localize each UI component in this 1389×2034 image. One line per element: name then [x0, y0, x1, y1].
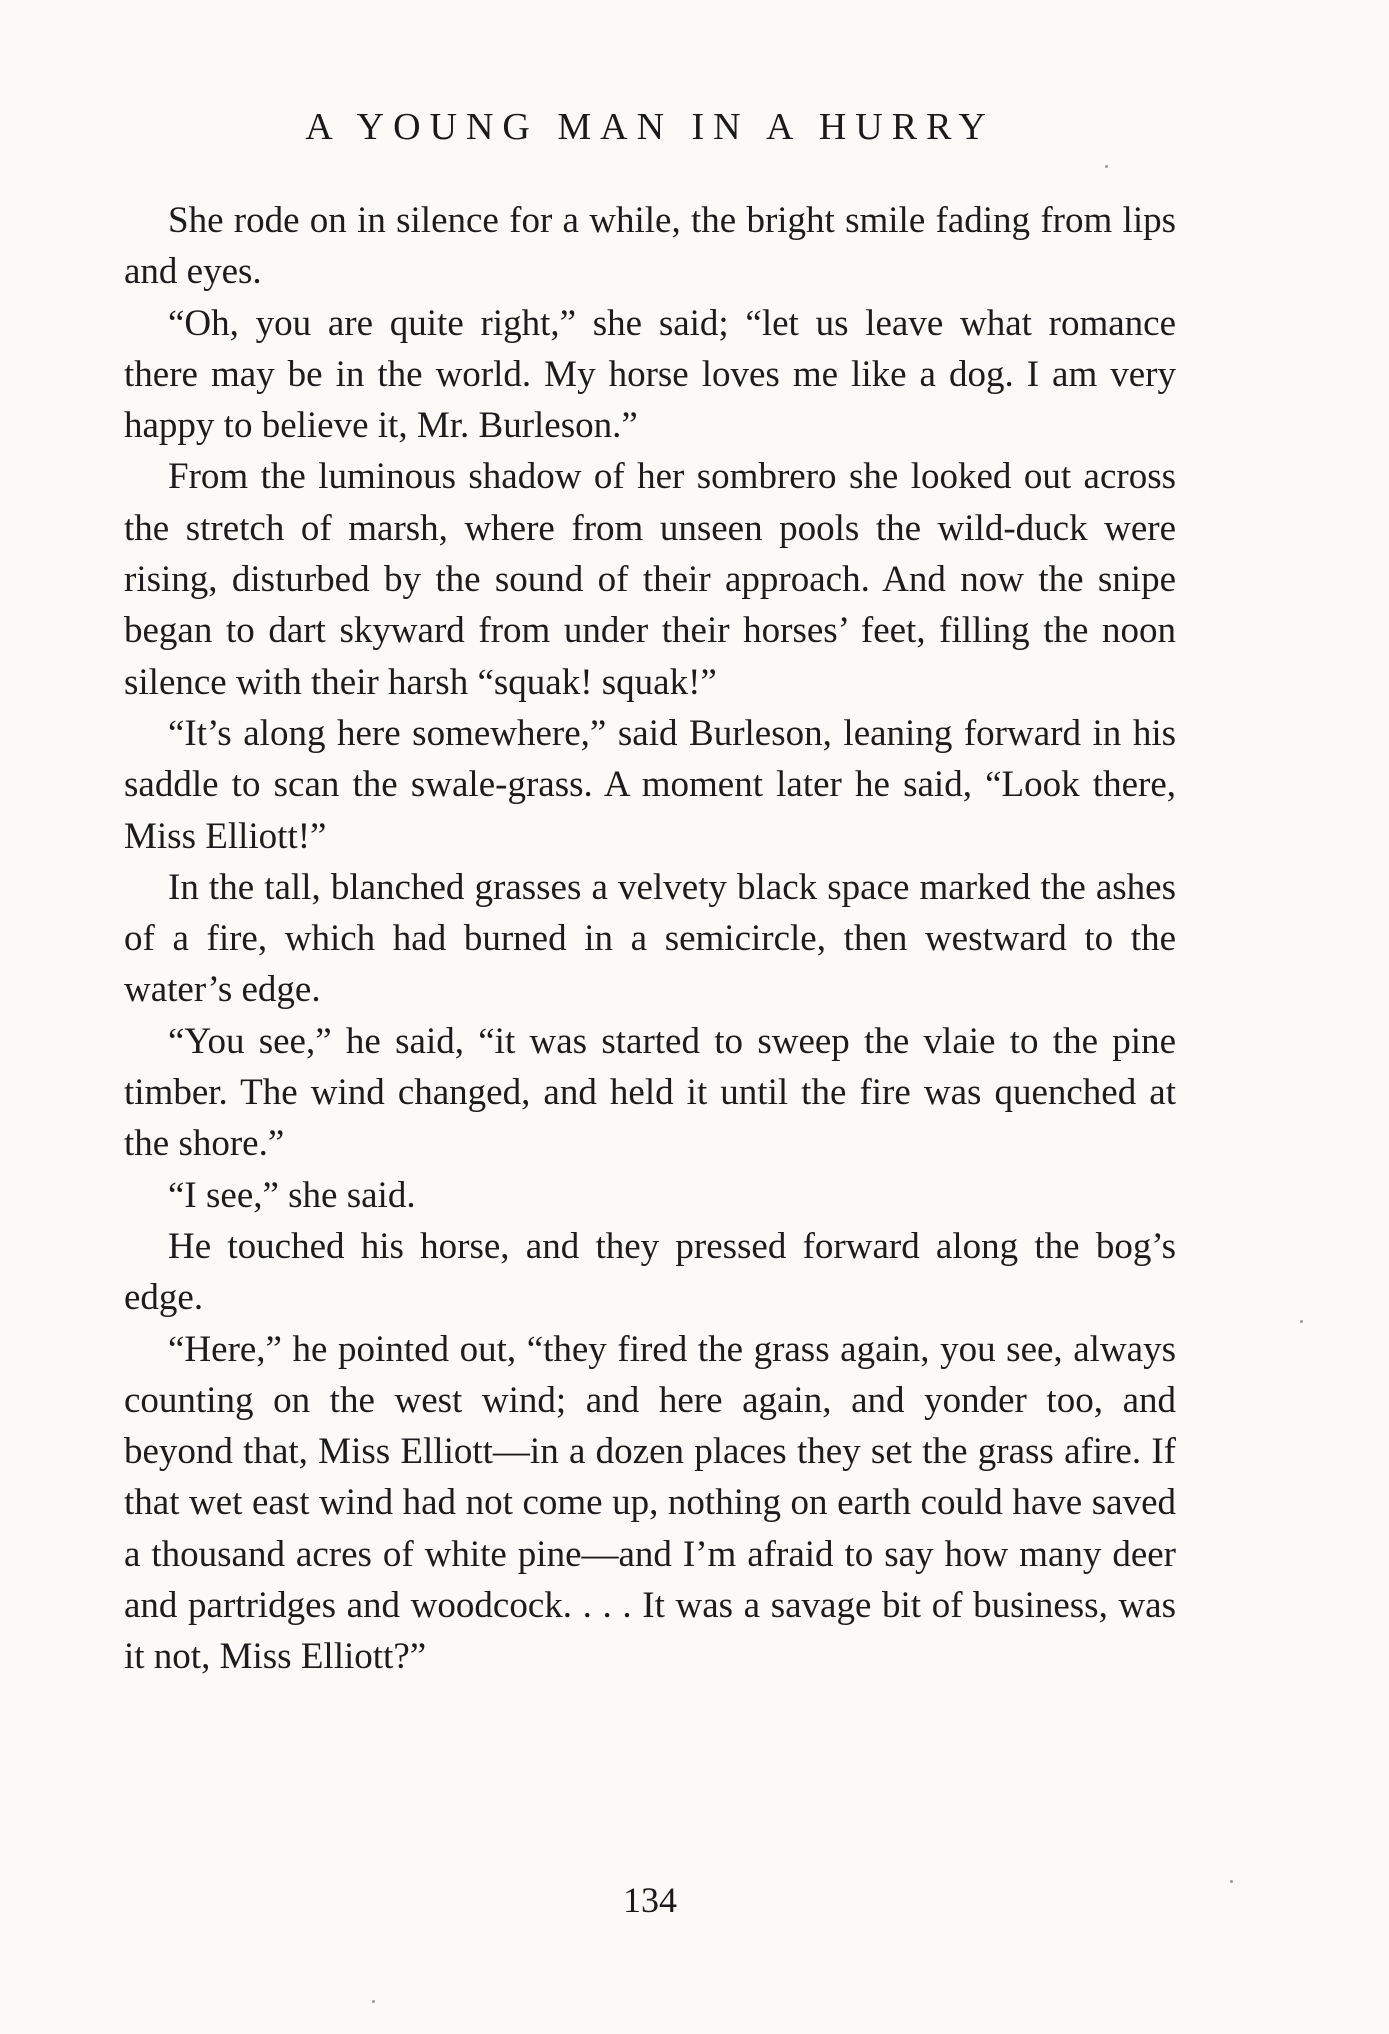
- paragraph-4: “It’s along here somewhere,” said Burleson, leaning forward in his saddle to scan the swale-grass. A moment later he said, “Look there, Miss Elliott!”: [124, 712, 1176, 857]
- paragraph-8: He touched his horse, and they pressed forward along the bog’s edge.: [124, 1225, 1176, 1319]
- body-text: [124, 195, 1176, 1683]
- paragraph-9: “Here,” he pointed out, “they fired the grass again, you see, always counting on the west wind; and here again, and yonder too, and beyond that, Miss Elliott—in a dozen places they set the grass afire. If that wet east wind had not come up, nothing on earth could have saved a thousand acres of white pine—and I’m afraid to say how many deer and partridges and woodcock. . . . It was a savage bit of business, was it not, Miss Elliott?”: [124, 1328, 1176, 1678]
- page-number: 134: [623, 1880, 677, 1920]
- paragraph-6: “You see,” he said, “it was started to sweep the vlaie to the pine timber. The wind changed, and held it until the fire was quenched at the shore.”: [124, 1020, 1176, 1165]
- paper-speck: [1230, 1880, 1233, 1883]
- paragraph-3: From the luminous shadow of her sombrero she looked out across the stretch of marsh, where from unseen pools the wild-duck were rising, disturbed by the sound of their approach. And now the snipe began to dart skyward from under their horses’ feet, filling the noon silence with their harsh “squak! squak!”: [124, 456, 1176, 703]
- running-head: A YOUNG MAN IN A HURRY: [305, 106, 995, 148]
- paper-speck: [372, 2000, 375, 2003]
- paragraph-7: “I see,” she said.: [168, 1174, 416, 1216]
- paragraph-5: In the tall, blanched grasses a velvety black space marked the ashes of a fire, which had burned in a semicircle, then westward to the water’s edge.: [124, 866, 1176, 1011]
- paper-speck: [1105, 165, 1108, 168]
- paragraph-1: She rode on in silence for a while, the bright smile fading from lips and eyes.: [124, 200, 1176, 293]
- paragraph-2: “Oh, you are quite right,” she said; “let us leave what romance there may be in the world. My horse loves me like a dog. I am very happy to believe it, Mr. Burleson.”: [124, 302, 1176, 447]
- paper-speck: [1300, 1320, 1303, 1323]
